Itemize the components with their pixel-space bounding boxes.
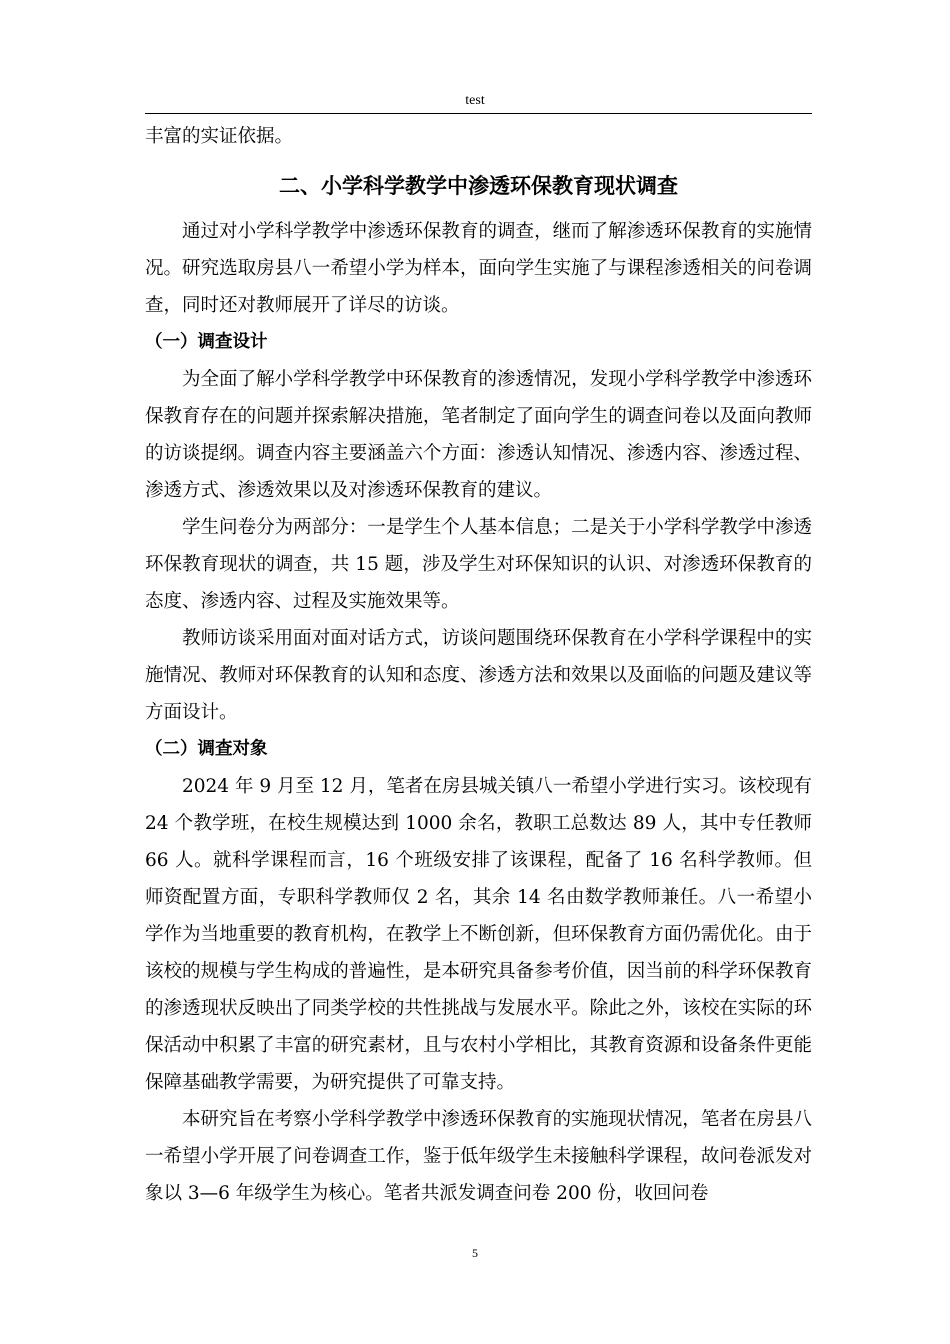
paragraph-student-questionnaire: 学生问卷分为两部分：一是学生个人基本信息；二是关于小学科学教学中渗透环保教育现状的调查，共 15 题，涉及学生对环保知识的认识、对渗透环保教育的态度、渗透内容、过程及实施效果等。 bbox=[145, 517, 812, 612]
section-heading: 二、小学科学教学中渗透环保教育现状调查 bbox=[279, 174, 678, 198]
paragraph-teacher-interview: 教师访谈采用面对面对话方式，访谈问题围绕环保教育在小学科学课程中的实施情况、教师对环保教育的认知和态度、渗透方法和效果以及面临的问题及建议等方面设计。 bbox=[145, 628, 812, 723]
paragraph-school-profile: 2024 年 9 月至 12 月，笔者在房县城关镇八一希望小学进行实习。该校现有 24 个教学班，在校生规模达到 1000 余名，教职工总数达 89 人，其中专任教师 66 人。就科学课程而言，16 个班级安排了该课程，配备了 16 名科学教师。但师资配置方面，专职科学教师仅 2 名，其余 14 名由数学教师兼任。八一希望小学作为当地重要的教育机构，在教学上不断创新，但环保教育方面仍需优化。由于该校的规模与学生构成的普遍性，是本研究具备参考价值，因当前的科学环保教育的渗透现状反映出了同类学校的共性挑战与发展水平。除此之外，该校在实际的环保活动中积累了丰富的研究素材，且与农村小学相比，其教育资源和设备条件更能保障基础教学需要，为研究提供了可靠支持。 bbox=[145, 776, 812, 1093]
paragraph-design: 为全面了解小学科学教学中环保教育的渗透情况，发现小学科学教学中渗透环保教育存在的问题并探索解决措施，笔者制定了面向学生的调查问卷以及面向教师的访谈提纲。调查内容主要涵盖六个方面：渗透认知情况、渗透内容、渗透过程、渗透方式、渗透效果以及对渗透环保教育的建议。 bbox=[145, 369, 812, 501]
subsection-heading-subjects: （二）调查对象 bbox=[145, 739, 268, 759]
paragraph-continuation: 丰富的实证依据。 bbox=[145, 126, 294, 147]
document-body bbox=[145, 118, 812, 1212]
page-number: 5 bbox=[472, 1246, 478, 1260]
paragraph-survey-scope: 本研究旨在考察小学科学教学中渗透环保教育的实施现状情况，笔者在房县八一希望小学开展了问卷调查工作，鉴于低年级学生未接触科学课程，故问卷派发对象以 3—6 年级学生为核心。笔者共派发调查问卷 200 份，收回问卷 bbox=[145, 1109, 812, 1204]
subsection-heading-design: （一）调查设计 bbox=[145, 332, 268, 352]
page-header: test bbox=[465, 93, 485, 108]
paragraph-intro: 通过对小学科学教学中渗透环保教育的调查，继而了解渗透环保教育的实施情况。研究选取房县八一希望小学为样本，面向学生实施了与课程渗透相关的问卷调查，同时还对教师展开了详尽的访谈。 bbox=[145, 221, 812, 316]
header-divider bbox=[145, 113, 812, 114]
